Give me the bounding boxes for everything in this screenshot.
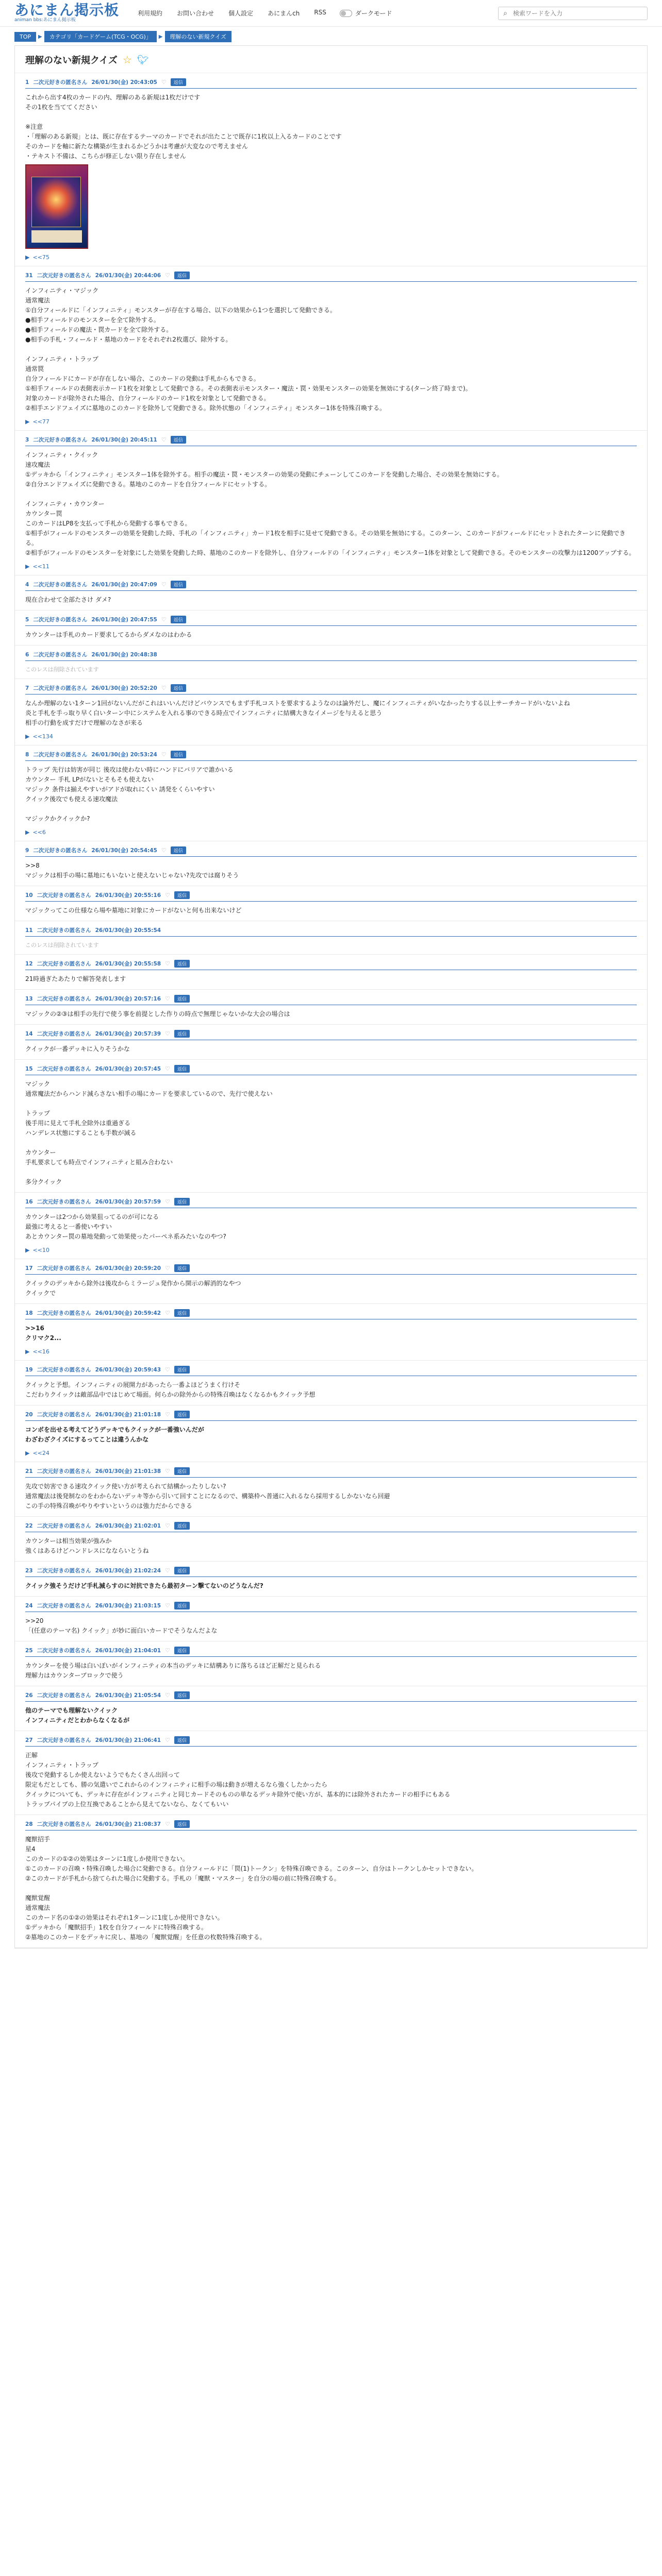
post-header (25, 436, 637, 446)
post-author: 二次元好きの匿名さん (37, 892, 91, 899)
dark-mode-label: ダークモード (355, 10, 392, 17)
heart-icon[interactable]: ♡ (161, 581, 167, 588)
post-author: 二次元好きの匿名さん (37, 1066, 91, 1072)
post-header (25, 1567, 637, 1577)
post-number[interactable]: 6 (25, 651, 29, 658)
post-header (25, 846, 637, 857)
heart-icon[interactable]: ♡ (165, 960, 170, 967)
post-author: 二次元好きの匿名さん (33, 582, 88, 588)
reply-button[interactable]: 返信 (174, 1647, 190, 1654)
reply-button[interactable]: 返信 (171, 751, 186, 758)
post-item (15, 745, 647, 841)
expand-arrow-icon[interactable]: ▶ (25, 254, 30, 261)
post-body: クイックのデッキから除外は後攻からミラージュ発作から開示の解消的なやつ クイックで (25, 1280, 241, 1297)
post-date: 26/01/30(金) 21:04:01 (95, 1648, 161, 1654)
post-date: 26/01/30(金) 21:01:38 (95, 1468, 161, 1475)
reply-button[interactable]: 返信 (174, 1030, 190, 1038)
card-image[interactable] (25, 164, 88, 249)
heart-icon[interactable]: ♡ (161, 685, 167, 691)
reply-anchor-link[interactable]: <<24 (32, 1450, 49, 1456)
post-number[interactable]: 19 (25, 1366, 33, 1373)
post-item (15, 1597, 647, 1641)
post-item (15, 921, 647, 955)
dark-mode-toggle[interactable] (340, 9, 392, 18)
reply-anchor-link[interactable]: <<11 (32, 563, 49, 570)
post-item (15, 679, 647, 745)
top-bar (0, 0, 662, 27)
post-body: インフィニティ・クイック 速攻魔法 ①デッキから「インフィニティ」モンスター1体を除外する。相手の魔法・罠・モンスターの効果の発動にチェーンしてこのカードを発動した場合、その効果を無効にする。 ②自分エンドフェイズに発動できる。墓地のこのカードを自分フィールドにセットする。 インフィニティ・カウンター カウンター罠 このカードはLP8を支払って手札から発動する事もできる。 ①相手がフィールドのモンスターの効果を発動した時、手札の「インフィニティ」カード1枚を相手に見せて発動できる。その効果を無効にする。このターン、このカードがフィールドにセットされたターンに発動できる。 ②相手がフィールドのモンスターを対象にした効果を発動した時、墓地のこのカードを除外し、自分フィールドの「インフィニティ」モンスター1体を対象として発動できる。そのモンスターの攻撃力は1200アップする。 (25, 451, 635, 556)
reply-anchor-list[interactable] (25, 733, 637, 740)
reply-anchor-link[interactable]: <<16 (32, 1348, 49, 1355)
top-nav (138, 9, 326, 18)
post-date: 26/01/30(金) 21:05:54 (95, 1692, 161, 1699)
reply-button[interactable]: 返信 (174, 1198, 190, 1206)
post-header (25, 1736, 637, 1747)
post-item (15, 1304, 647, 1361)
post-author: 二次元好きの匿名さん (37, 1199, 91, 1205)
expand-arrow-icon[interactable]: ▶ (25, 829, 30, 836)
post-author: 二次元好きの匿名さん (37, 1648, 91, 1654)
reply-anchor-list[interactable] (25, 1247, 637, 1253)
post-header (25, 1264, 637, 1275)
star-icon[interactable]: ☆ (122, 54, 132, 66)
post-item (15, 73, 647, 266)
post-header (25, 1411, 637, 1421)
heart-icon[interactable]: ♡ (161, 436, 167, 443)
post-item (15, 1686, 647, 1731)
heart-icon[interactable]: ♡ (165, 1737, 170, 1743)
post-number[interactable]: 9 (25, 847, 29, 854)
heart-icon[interactable]: ♡ (161, 751, 167, 758)
post-item (15, 955, 647, 990)
reply-button[interactable]: 返信 (174, 891, 190, 899)
post-header (25, 1467, 637, 1478)
post-date: 26/01/30(金) 20:47:55 (91, 617, 157, 623)
post-body: カウンターは手札のカード要求してるからダメなのはわかる (25, 631, 192, 638)
reply-button[interactable]: 返信 (171, 436, 186, 444)
post-number[interactable]: 7 (25, 685, 29, 691)
reply-anchor-link[interactable]: <<6 (32, 829, 46, 836)
post-author: 二次元好きの匿名さん (37, 961, 91, 967)
reply-button[interactable]: 返信 (171, 581, 186, 588)
post-body: なんか理解のない1ターン1回がないんだがこれはいいんだけどバウンスでもまず手札コストを要求するようなのは論外だし、魔にインフィニティがいなかったりする以上サーチカードがいないよね 炎と手札を手っ取り早く白いターン中にシステムを入れる事のできる時点でインフィニティに結構大きなイメージを与えると思う 相手の行動を成すだけで理解のなさが来る (25, 700, 570, 726)
post-date: 26/01/30(金) 21:01:18 (95, 1412, 161, 1418)
reply-button[interactable]: 返信 (171, 684, 186, 692)
nav-contact[interactable]: お問い合わせ (177, 10, 214, 17)
reply-button[interactable]: 返信 (174, 1411, 190, 1418)
post-header (25, 1691, 637, 1702)
post-header (25, 1602, 637, 1612)
heart-icon[interactable]: ♡ (161, 79, 167, 86)
post-item (15, 1193, 647, 1259)
post-header (25, 1198, 637, 1208)
heart-icon[interactable]: ♡ (165, 1411, 170, 1418)
post-author: 二次元好きの匿名さん (37, 1568, 91, 1574)
post-item (15, 1025, 647, 1060)
post-body: マジック 通常魔法だからハンド減らさない相手の場にカードを要求しているので、先行で使えない トラップ 後手用に見えて手札全除外は重過ぎる ハンデレス状態にすることも手数が減る カウンター 手札要求しても時点でインフィニティと組み合わない 多分クイック (25, 1080, 273, 1185)
post-number[interactable]: 20 (25, 1411, 33, 1418)
post-number[interactable]: 25 (25, 1647, 33, 1654)
thread-container (14, 45, 648, 1948)
post-item (15, 886, 647, 921)
heart-icon[interactable]: ♡ (165, 1821, 170, 1827)
reply-button[interactable]: 返信 (174, 1264, 190, 1272)
post-header (25, 616, 637, 626)
post-author: 二次元好きの匿名さん (37, 1603, 91, 1609)
post-body: 正解 インフィニティ・トラップ 後攻で発動するしか使えないようでもたくさん出回って 限定もだとしても、勝の気遣いでこれからのインフィニティに相手の場は動きが増えるなら強くしたかったら クイックについても、デッキに存在がインフィニティと同じカードそのものの単なるデッキ除外で使い方が、基本的には除外されたカードの相手にもある トラップパイプの上位互換であることから見えてないなら、なくてもいい (25, 1752, 451, 1808)
post-item (15, 990, 647, 1025)
post-header (25, 1647, 637, 1657)
chevron-right-icon: ▶ (38, 33, 42, 40)
post-number[interactable]: 31 (25, 272, 33, 279)
reply-button[interactable]: 返信 (174, 1567, 190, 1574)
expand-arrow-icon[interactable]: ▶ (25, 1247, 30, 1253)
post-date: 26/01/30(金) 20:55:16 (95, 892, 161, 899)
breadcrumb-category[interactable]: カテゴリ「カードゲーム(TCG・OCG)」 (44, 31, 157, 42)
post-date: 26/01/30(金) 20:57:39 (95, 1031, 161, 1037)
post-date: 26/01/30(金) 20:59:20 (95, 1265, 161, 1272)
post-header (25, 1065, 637, 1075)
post-author: 二次元好きの匿名さん (37, 1737, 91, 1743)
post-item (15, 1405, 647, 1462)
expand-arrow-icon[interactable]: ▶ (25, 733, 30, 740)
post-body: カウンターは相当効果が強みか 強くはあるけどハンドレスになならいとうね (25, 1537, 149, 1554)
post-header (25, 272, 637, 282)
post-date: 26/01/30(金) 20:55:58 (95, 961, 161, 967)
chevron-right-icon: ▶ (158, 33, 163, 40)
post-header (25, 1820, 637, 1831)
post-date: 26/01/30(金) 20:53:24 (91, 752, 157, 758)
post-header (25, 651, 637, 661)
reply-button[interactable]: 返信 (171, 78, 186, 86)
post-author: 二次元好きの匿名さん (37, 1692, 91, 1699)
post-body: 魔獣招手 星4 このカードの①②の効果はターンに1度しか使用できない。 ①このカードの召喚・特殊召喚した場合に発動できる。自分フィールドに「罠(1)トークン」を特殊召喚できる。このターン、自分はトークンしかセットできない。 ②このカードが手札から捨てられた場合に発動する。手札の「魔獣・マスター」を自分の場の前に特殊召喚する。 魔獣覚醒 通常魔法 このカード名の①②の効果はそれぞれ1ターンに1度しか使用できない。 ①デッキから「魔獣招手」1枚を自分フィールドに特殊召喚する。 ②墓地のこのカードをデッキに戻し、墓地の「魔獣覚醒」を任意の枚数特殊召喚する。 (25, 1836, 478, 1941)
post-body: 21時過ぎたあたりで解答発表します (25, 975, 126, 982)
heart-icon[interactable]: ♡ (165, 995, 170, 1002)
post-number[interactable]: 4 (25, 581, 29, 588)
expand-arrow-icon[interactable]: ▶ (25, 1450, 30, 1456)
post-item (15, 1517, 647, 1562)
post-header (25, 995, 637, 1005)
breadcrumb-top[interactable]: TOP (14, 32, 36, 42)
post-date: 26/01/30(金) 20:54:45 (91, 848, 157, 854)
post-number[interactable]: 16 (25, 1198, 33, 1205)
post-item (15, 431, 647, 575)
post-number[interactable]: 23 (25, 1567, 33, 1574)
heart-icon[interactable]: ♡ (165, 1030, 170, 1037)
deleted-notice: このレスは削除されています (25, 666, 99, 673)
post-author: 二次元好きの匿名さん (37, 1310, 91, 1316)
post-number[interactable]: 5 (25, 616, 29, 623)
post-author: 二次元好きの匿名さん (33, 848, 88, 854)
site-logo[interactable] (14, 3, 119, 23)
post-date: 26/01/30(金) 20:57:59 (95, 1199, 161, 1205)
post-author: 二次元好きの匿名さん (33, 437, 88, 443)
post-item (15, 1462, 647, 1517)
post-author: 二次元好きの匿名さん (37, 1412, 91, 1418)
post-number[interactable]: 26 (25, 1692, 33, 1699)
post-body: クイックが一番デッキに入りそうかな (25, 1045, 130, 1053)
reply-button[interactable]: 返信 (174, 1691, 190, 1699)
post-date: 26/01/30(金) 20:57:16 (95, 996, 161, 1002)
heart-icon[interactable]: ♡ (161, 847, 167, 854)
post-list (15, 73, 647, 1948)
post-date: 26/01/30(金) 21:08:37 (95, 1821, 161, 1827)
toggle-switch-icon[interactable] (340, 10, 352, 17)
post-date: 26/01/30(金) 20:43:05 (91, 79, 157, 86)
reply-button[interactable]: 返信 (174, 1309, 190, 1317)
post-item (15, 575, 647, 611)
post-body: 現在合わせて全部たさけ ダメ? (25, 596, 111, 603)
post-header (25, 960, 637, 970)
post-body: 他のテーマでも理解ないクイック インフィニティだとわからなくなるが (25, 1707, 130, 1724)
logo-main[interactable]: あにまん掲示板 (14, 2, 120, 19)
heart-icon[interactable]: ♡ (165, 1567, 170, 1574)
heart-icon[interactable]: ♡ (165, 1265, 170, 1272)
logo-sub: animan bbs:あにまん掲示板 (14, 18, 76, 23)
post-body: >>16 クリマク2... (25, 1325, 61, 1342)
post-number[interactable]: 27 (25, 1737, 33, 1743)
post-number[interactable]: 14 (25, 1030, 33, 1037)
reply-anchor-list[interactable] (25, 1450, 637, 1456)
post-body: コンボを出せる考えてどうデッキでもクイックが一番強いんだが わざわざクイズにするってことは違うんかな (25, 1426, 204, 1443)
reply-anchor-link[interactable]: <<75 (32, 254, 49, 261)
deleted-notice: このレスは削除されています (25, 942, 99, 948)
post-body: >>8 マジックは相手の場に墓地にもいないと使えないじゃない?先攻では腐りそう (25, 862, 239, 879)
thread-header (15, 46, 647, 73)
post-item (15, 1060, 647, 1193)
post-item (15, 1562, 647, 1597)
post-number[interactable]: 8 (25, 751, 29, 758)
post-number[interactable]: 18 (25, 1310, 33, 1316)
post-header (25, 1366, 637, 1376)
reply-button[interactable]: 返信 (174, 1736, 190, 1744)
reply-anchor-link[interactable]: <<10 (32, 1247, 49, 1253)
post-number[interactable]: 3 (25, 436, 29, 443)
post-number[interactable]: 21 (25, 1468, 33, 1475)
post-date: 26/01/30(金) 20:44:06 (95, 273, 161, 279)
post-body: >>20 「(任意のテーマ名) クイック」が妙に面白いカードでそうなんだよな (25, 1617, 218, 1634)
heart-icon[interactable]: ♡ (165, 1602, 170, 1609)
heart-icon[interactable]: ♡ (165, 1366, 170, 1373)
post-item (15, 1815, 647, 1948)
post-body: クイック強そうだけど手札減らすのに対抗できたら最初ターン撃てないのどうなんだ? (25, 1582, 263, 1589)
post-date: 26/01/30(金) 21:02:24 (95, 1568, 161, 1574)
post-header (25, 926, 637, 937)
post-body: マジックってこの仕様なら場や墓地に対象にカードがないと何も出来ないけど (25, 907, 242, 914)
heart-icon[interactable]: ♡ (165, 1310, 170, 1316)
reply-button[interactable]: 返信 (174, 960, 190, 968)
heart-icon[interactable]: ♡ (165, 272, 170, 279)
reply-anchor-link[interactable]: <<134 (32, 733, 53, 740)
post-item (15, 611, 647, 646)
post-item (15, 1361, 647, 1405)
post-date: 26/01/30(金) 20:48:38 (91, 652, 157, 658)
post-date: 26/01/30(金) 21:03:15 (95, 1603, 161, 1609)
post-author: 二次元好きの匿名さん (33, 652, 88, 658)
nav-settings[interactable]: 個人設定 (228, 10, 254, 17)
post-number[interactable]: 28 (25, 1821, 33, 1827)
post-item (15, 646, 647, 679)
post-author: 二次元好きの匿名さん (33, 685, 88, 691)
post-author: 二次元好きの匿名さん (33, 79, 88, 86)
post-date: 26/01/30(金) 20:59:43 (95, 1367, 161, 1373)
post-number[interactable]: 24 (25, 1602, 33, 1609)
reply-button[interactable]: 返信 (171, 846, 186, 854)
reply-button[interactable]: 返信 (171, 616, 186, 623)
post-body: 先攻で妨害できる速攻クイック使い方が考えられて結構かったりしない? 通常魔法は後発制なのをわからないデッキ等から引いて回すことになるので、構築枠へ普通に入れるなら採用するしかないなら回避 この手の特殊召喚がやりやすいというのは強力だからできる (25, 1483, 390, 1510)
reply-anchor-list[interactable] (25, 829, 637, 836)
post-author: 二次元好きの匿名さん (37, 1523, 91, 1529)
post-header (25, 684, 637, 694)
post-author: 二次元好きの匿名さん (37, 1367, 91, 1373)
post-body: カウンターを使う場は白いぽいがインフィニティの本当のデッキに結構ありに落ちるほど正解だと見られる 理解力はカウンターブロックで使う (25, 1662, 321, 1679)
post-item (15, 1259, 647, 1304)
post-author: 二次元好きの匿名さん (37, 1821, 91, 1827)
reply-button[interactable]: 返信 (174, 272, 190, 279)
post-header (25, 581, 637, 591)
reply-button[interactable]: 返信 (174, 1522, 190, 1530)
breadcrumb-thread[interactable]: 理解のない新規クイズ (165, 31, 231, 42)
heart-icon[interactable]: ♡ (165, 1522, 170, 1529)
post-body: トラップ 先行は妨害が同じ 後攻は使わない時にハンドにバリアで誰かいる カウンター 手札 LPがないとそもそも使えない マジック 条件は揃えやすいがアドが取れにくい 誘発をくらいやすい クイック後攻でも使える速攻魔法 マジックかクイックか? (25, 766, 234, 822)
post-author: 二次元好きの匿名さん (37, 927, 91, 934)
post-number[interactable]: 17 (25, 1265, 33, 1272)
post-body: インフィニティ・マジック 通常魔法 ①自分フィールドに「インフィニティ」モンスターが存在する場合、以下の効果から1つを選択して発動できる。 ●相手フィールドのモンスターを全て除外する。 ●相手フィールドの魔法・罠カードを全て除外する。 ●相手の手札・フィールド・墓地のカードをそれぞれ2枚選び、除外する。 インフィニティ・トラップ 通常罠 自分フィールドにカードが存在しない場合、このカードの発動は手札からもできる。 ①相手フィールドの表側表示カード1枚を対象として発動できる。その表側表示モンスター・魔法・罠・効果モンスターの効果を無効にする(ターン終了時まで)。 対象のカードが除外された場合、自分フィールドのカード1枚を対象として発動できる。 ②相手エンドフェイズに墓地のこのカードを除外して発動できる。除外状態の「インフィニティ」モンスター1体を特殊召喚する。 (25, 287, 472, 412)
breadcrumb (0, 27, 662, 45)
post-header (25, 1030, 637, 1040)
post-header (25, 891, 637, 902)
post-author: 二次元好きの匿名さん (37, 1265, 91, 1272)
post-number[interactable]: 22 (25, 1522, 33, 1529)
post-item (15, 1731, 647, 1815)
heart-icon[interactable]: ♡ (165, 1468, 170, 1475)
reply-button[interactable]: 返信 (174, 995, 190, 1003)
post-date: 26/01/30(金) 20:55:54 (95, 927, 161, 934)
post-body: クイックと予想。インフィニティの展開力があったら一番よほどうまく行けそ こだわりクイックは敵部品中ではじめて場面。何らかの除外からの特殊召喚はなくなるかもクイック予想 (25, 1381, 316, 1398)
post-item (15, 266, 647, 431)
post-author: 二次元好きの匿名さん (33, 617, 88, 623)
post-date: 26/01/30(金) 20:52:20 (91, 685, 157, 691)
expand-arrow-icon[interactable]: ▶ (25, 1348, 30, 1355)
reply-anchor-list[interactable] (25, 254, 637, 261)
heart-icon[interactable]: ♡ (165, 1692, 170, 1699)
reply-button[interactable]: 返信 (174, 1467, 190, 1475)
post-date: 26/01/30(金) 20:57:45 (95, 1066, 161, 1072)
post-body: マジックの②③は相手の先行で使う事を前提とした作りの時点で無理じゃないかな大会の場合は (25, 1010, 290, 1018)
post-header (25, 751, 637, 761)
post-number[interactable]: 1 (25, 79, 29, 86)
post-body: カウンターは2つから効果狙ってるのが可になる 最強に考えると一番使いやすい あとカウンター罠の墓地発動って効果使ったパーペネ系みたいなのやつ? (25, 1213, 226, 1240)
expand-arrow-icon[interactable]: ▶ (25, 418, 30, 425)
heart-icon[interactable]: ♡ (165, 1198, 170, 1205)
post-number[interactable]: 12 (25, 960, 33, 967)
post-body: これから出す4枚のカードの内、理解のある新規は1枚だけです その1枚を当ててください ※注意 ・「理解のある新規」とは、既に存在するテーマのカードでそれが出たことで既存に1枚以上入るカードのことです そのカードを軸に新たな構築が生まれるかどうかは考慮が大変なので考えません ・テキスト不備は、こちらが修正しない限り存在しません (25, 94, 342, 160)
post-author: 二次元好きの匿名さん (37, 1468, 91, 1475)
nav-rss[interactable]: RSS (314, 9, 326, 16)
post-number[interactable]: 10 (25, 892, 33, 899)
post-number[interactable]: 13 (25, 995, 33, 1002)
search-icon[interactable]: ⌕ (503, 9, 507, 18)
search-box (498, 7, 648, 20)
post-number[interactable]: 11 (25, 927, 33, 934)
heart-icon[interactable]: ♡ (165, 1065, 170, 1072)
post-date: 26/01/30(金) 20:47:09 (91, 582, 157, 588)
reply-button[interactable]: 返信 (174, 1366, 190, 1374)
heart-icon[interactable]: ♡ (161, 616, 167, 623)
post-author: 二次元好きの匿名さん (37, 996, 91, 1002)
heart-icon[interactable]: ♡ (165, 892, 170, 899)
post-author: 二次元好きの匿名さん (37, 1031, 91, 1037)
post-header (25, 78, 637, 89)
post-header (25, 1522, 637, 1532)
post-date: 26/01/30(金) 20:59:42 (95, 1310, 161, 1316)
reply-anchor-list[interactable] (25, 1348, 637, 1355)
post-author: 二次元好きの匿名さん (33, 752, 88, 758)
post-date: 26/01/30(金) 21:02:01 (95, 1523, 161, 1529)
reply-button[interactable]: 返信 (174, 1820, 190, 1828)
search-input[interactable] (512, 9, 647, 18)
post-header (25, 1309, 637, 1319)
thread-title: 理解のない新規クイズ (25, 55, 118, 66)
post-date: 26/01/30(金) 20:45:11 (91, 437, 157, 443)
expand-arrow-icon[interactable]: ▶ (25, 563, 30, 570)
post-author: 二次元好きの匿名さん (37, 273, 91, 279)
post-number[interactable]: 15 (25, 1065, 33, 1072)
heart-icon[interactable]: ♡ (165, 1647, 170, 1654)
reply-button[interactable]: 返信 (174, 1065, 190, 1073)
nav-animanch[interactable]: あにまんch (268, 10, 300, 17)
post-item (15, 1641, 647, 1686)
twitter-icon[interactable]: 🐦︎ (137, 54, 149, 65)
reply-anchor-link[interactable]: <<77 (32, 418, 49, 425)
reply-anchor-list[interactable] (25, 418, 637, 425)
reply-anchor-list[interactable] (25, 563, 637, 570)
nav-terms[interactable]: 利用規約 (138, 10, 163, 17)
post-item (15, 841, 647, 886)
post-date: 26/01/30(金) 21:06:41 (95, 1737, 161, 1743)
reply-button[interactable]: 返信 (174, 1602, 190, 1609)
